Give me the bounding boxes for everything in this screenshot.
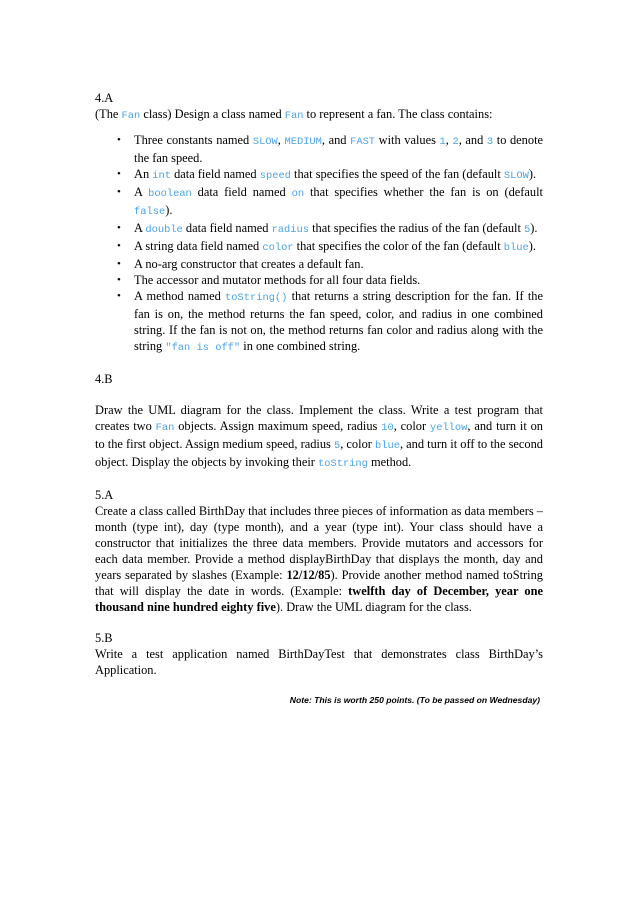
code-term: SLOW bbox=[503, 170, 529, 182]
section-5a-body bbox=[95, 503, 543, 615]
code-term: yellow bbox=[429, 422, 468, 434]
code-term: MEDIUM bbox=[284, 136, 322, 148]
code-term: FAST bbox=[350, 136, 376, 148]
text-run: , and bbox=[321, 133, 351, 147]
code-term: toString() bbox=[225, 292, 288, 304]
requirement-list-item bbox=[95, 132, 543, 166]
code-term: SLOW bbox=[252, 136, 278, 148]
text-run: with values bbox=[375, 133, 440, 147]
text-run: , and turn it off to the second object. Display the objects by invoking their bbox=[95, 437, 544, 469]
text-run: , bbox=[445, 133, 453, 147]
bullet-icon: • bbox=[117, 240, 121, 252]
section-4b-body bbox=[95, 402, 543, 472]
bullet-icon: • bbox=[117, 134, 121, 146]
text-run: , color bbox=[340, 437, 376, 451]
code-term: Fan bbox=[121, 110, 141, 122]
text-run: Write a test application named BirthDayTest that demonstrates class BirthDay’s Application. bbox=[95, 647, 543, 677]
text-run: The accessor and mutator methods for all four data fields. bbox=[134, 273, 421, 287]
text-run: that specifies whether the fan is on (default bbox=[304, 185, 543, 199]
requirement-list-item bbox=[95, 272, 543, 288]
requirement-list-item bbox=[95, 166, 543, 184]
code-term: Fan bbox=[155, 422, 175, 434]
bold-example: 12/12/85 bbox=[286, 568, 331, 582]
section-5b-body bbox=[95, 646, 543, 678]
text-run: ). bbox=[530, 221, 538, 235]
requirement-list-item bbox=[95, 256, 543, 272]
text-run: An bbox=[134, 167, 153, 181]
section-4b-heading: 4.B bbox=[95, 372, 113, 386]
code-term: radius bbox=[271, 224, 309, 236]
text-run: data field named bbox=[191, 185, 292, 199]
text-run: , color bbox=[393, 419, 430, 433]
text-run: (The bbox=[95, 107, 122, 121]
text-run: data field named bbox=[182, 221, 272, 235]
text-run: A string data field named bbox=[134, 239, 263, 253]
code-term: false bbox=[134, 206, 166, 218]
code-term: speed bbox=[259, 170, 291, 182]
code-term: toString bbox=[318, 458, 368, 470]
code-term: 5 bbox=[333, 440, 341, 452]
code-term: int bbox=[152, 170, 171, 182]
document-content bbox=[95, 90, 543, 708]
code-term: double bbox=[145, 224, 183, 236]
bullet-icon: • bbox=[117, 258, 121, 270]
code-term: on bbox=[291, 188, 305, 200]
text-run: ). bbox=[528, 167, 537, 181]
bullet-icon: • bbox=[117, 186, 121, 198]
text-run: , and turn it on to the first object. Assign medium speed, radius bbox=[95, 419, 543, 451]
code-term: "fan is off" bbox=[165, 342, 241, 354]
code-term: 1 bbox=[439, 136, 446, 148]
text-run: ). Provide another method named toString that will display the date in words. (Example: bbox=[95, 568, 543, 598]
requirement-list-item bbox=[95, 220, 543, 238]
fan-requirements-list bbox=[95, 132, 543, 356]
text-run: A bbox=[134, 221, 146, 235]
text-run: that specifies the radius of the fan (default bbox=[308, 221, 525, 235]
text-run: Draw the UML diagram for the class. Implement the class. Write a test program that creates two bbox=[95, 403, 543, 433]
bullet-icon: • bbox=[117, 290, 121, 302]
text-run: ). bbox=[528, 239, 536, 253]
bullet-icon: • bbox=[117, 222, 121, 234]
code-term: 3 bbox=[486, 136, 494, 148]
requirement-list-item bbox=[95, 238, 543, 256]
section-5b-heading: 5.B bbox=[95, 631, 113, 645]
text-run: ). Draw the UML diagram for the class. bbox=[275, 600, 472, 614]
text-run: A method named bbox=[134, 289, 226, 303]
text-run: that specifies the color of the fan (default bbox=[293, 239, 504, 253]
text-run: that returns a string description for the fan. If the fan is on, the method returns the fan speed, color, and radius in one combined string. If the fan is not on, the method returns fan color and radius along with the string bbox=[134, 289, 543, 353]
text-run: A no-arg constructor that creates a default fan. bbox=[134, 257, 364, 271]
code-term: color bbox=[262, 242, 294, 254]
code-term: blue bbox=[503, 242, 529, 254]
text-run: in one combined string. bbox=[240, 339, 361, 353]
grading-note: Note: This is worth 250 points. (To be passed on Wednesday) bbox=[289, 695, 540, 705]
code-term: 2 bbox=[452, 136, 459, 148]
bullet-icon: • bbox=[117, 274, 121, 286]
text-run: Three constants named bbox=[134, 133, 253, 147]
bullet-icon: • bbox=[117, 168, 121, 180]
section-4a-heading: 4.A bbox=[95, 91, 114, 105]
section-4a-intro bbox=[95, 106, 543, 124]
requirement-list-item bbox=[95, 288, 543, 356]
text-run: class) Design a class named bbox=[140, 107, 285, 121]
text-run: method. bbox=[367, 455, 412, 469]
text-run: that specifies the speed of the fan (default bbox=[290, 167, 504, 181]
text-run: data field named bbox=[170, 167, 260, 181]
text-run: ). bbox=[165, 203, 173, 217]
text-run: Create a class called BirthDay that includes three pieces of information as data members – month (type int), day (type month), and a year (type int). Your class should have a constructor that initializes the three data members. Provide mutators and accessors for each data member. Provide a method displayBirthDay that displays the month, day and years separated by slashes (Example: bbox=[95, 504, 543, 582]
text-run: , bbox=[277, 133, 285, 147]
text-run: objects. Assign maximum speed, radius bbox=[174, 419, 382, 433]
code-term: blue bbox=[375, 440, 400, 452]
bold-example: twelfth day of December, year one thousand nine hundred eighty five bbox=[95, 584, 543, 614]
text-run: to denote the fan speed. bbox=[134, 133, 544, 165]
code-term: 5 bbox=[524, 224, 531, 236]
section-5a-heading: 5.A bbox=[95, 488, 114, 502]
text-run: to represent a fan. The class contains: bbox=[303, 107, 493, 121]
code-term: 10 bbox=[381, 422, 394, 434]
text-run: , and bbox=[458, 133, 487, 147]
code-term: Fan bbox=[284, 110, 304, 122]
code-term: boolean bbox=[148, 188, 192, 200]
requirement-list-item bbox=[95, 184, 543, 220]
text-run: A bbox=[134, 185, 149, 199]
